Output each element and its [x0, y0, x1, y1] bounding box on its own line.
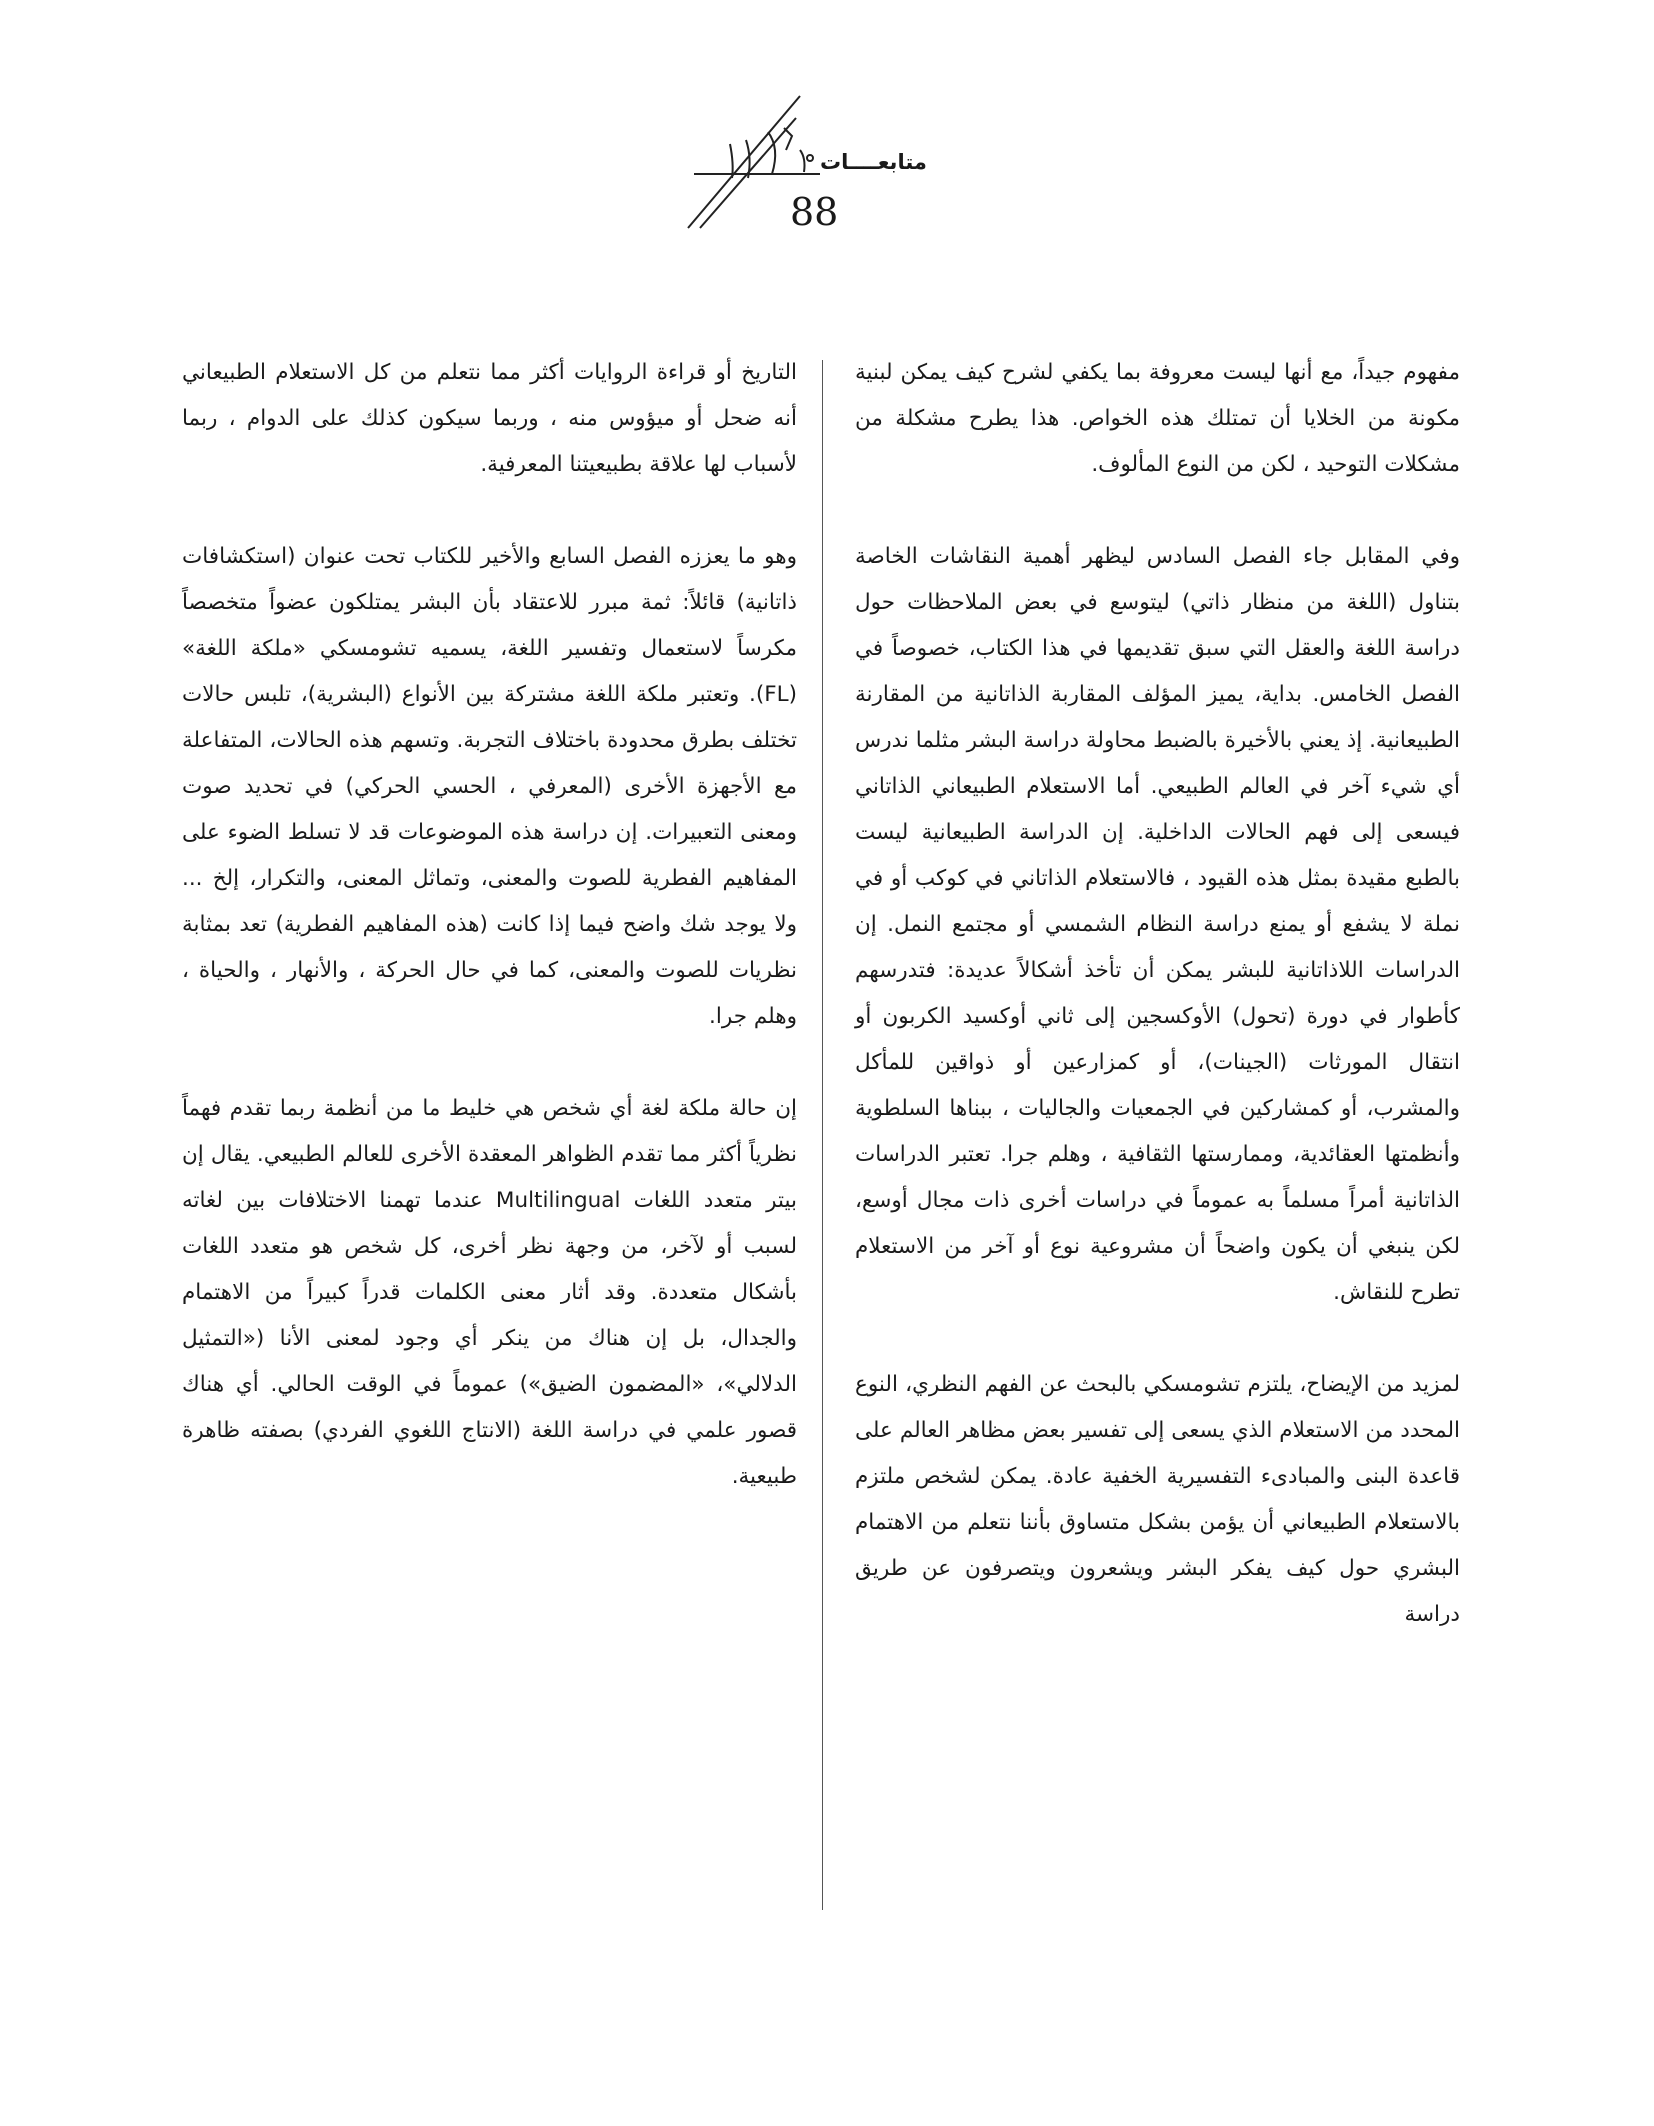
paragraph: التاريخ أو قراءة الروايات أكثر مما نتعلم من كل الاستعلام الطبيعاني أنه ضحل أو ميؤوس منه ، وربما سيكون كذلك على الدوام ، ربما لأسباب لها علاقة بطبيعيتنا المعرفية. [182, 360, 797, 477]
page-header [660, 88, 960, 238]
paragraph: وفي المقابل جاء الفصل السادس ليظهر أهمية النقاشات الخاصة بتناول (اللغة من منظار ذاتي) ليتوسع في بعض الملاحظات حول دراسة اللغة والعقل التي سبق تقديمها في هذا الكتاب، خصوصاً في الفصل الخامس. بداية، يميز المؤلف المقاربة الذاتانية من المقارنة الطبيعانية. إذ يعني بالأخيرة بالضبط محاولة دراسة البشر مثلما ندرس أي شيء آخر في العالم الطبيعي. أما الاستعلام الطبيعاني الذاتاني فيسعى إلى فهم الحالات الداخلية. إن الدراسة الطبيعانية ليست بالطبع مقيدة بمثل هذه القيود ، فالاستعلام الذاتاني في كوكب أو في نملة لا يشفع أو يمنع دراسة النظام الشمسي أو مجتمع النمل. إن الدراسات اللاذاتانية للبشر يمكن أن تأخذ أشكالاً عديدة: فتدرسهم كأطوار في دورة (تحول) الأوكسجين إلى ثاني أوكسيد الكربون أو انتقال المورثات (الجينات)، أو كمزارعين أو ذواقين للمأكل والمشرب، أو كمشاركين في الجمعيات والجاليات ، ببناها السلطوية وأنظمتها العقائدية، وممارستها الثقافية ، وهلم جرا. تعتبر الدراسات الذاتانية أمراً مسلماً به عموماً في دراسات أخرى ذات مجال أوسع، لكن ينبغي أن يكون واضحاً أن مشروعية نوع أو آخر من الاستعلام تطرح للنقاش. [855, 544, 1460, 1305]
paragraph: لمزيد من الإيضاح، يلتزم تشومسكي بالبحث عن الفهم النظري، النوع المحدد من الاستعلام الذي يسعى إلى تفسير بعض مظاهر العالم على قاعدة البنى والمبادىء التفسيرية الخفية عادة. يمكن لشخص ملتزم بالاستعلام الطبيعاني أن يؤمن بشكل متساوق بأننا نتعلم من الاهتمام البشري حول كيف يفكر البشر ويشعرون ويتصرفون عن طريق دراسة [855, 1372, 1460, 1627]
left-text-column [182, 350, 797, 1546]
column-divider [822, 360, 823, 1910]
section-label: متابعــــات [820, 150, 927, 174]
paragraph: وهو ما يعززه الفصل السابع والأخير للكتاب تحت عنوان (استكشافات ذاتانية) قائلاً: ثمة مبرر للاعتقاد بأن البشر يمتلكون عضواً متخصصاً مكرساً لاستعمال وتفسير اللغة، يسميه تشومسكي «ملكة اللغة» (FL). وتعتبر ملكة اللغة مشتركة بين الأنواع (البشرية)، تلبس حالات تختلف بطرق محدودة باختلاف التجربة. وتسهم هذه الحالات، المتفاعلة مع الأجهزة الأخرى (المعرفي ، الحسي الحركي) في تحديد صوت ومعنى التعبيرات. إن دراسة هذه الموضوعات قد لا تسلط الضوء على المفاهيم الفطرية للصوت والمعنى، وتماثل المعنى، والتكرار، إلخ ... ولا يوجد شك واضح فيما إذا كانت (هذه المفاهيم الفطرية) تعد بمثابة نظريات للصوت والمعنى، كما في حال الحركة ، والأنهار ، والحياة ، وهلم جرا. [182, 544, 797, 1029]
paragraph: إن حالة ملكة لغة أي شخص هي خليط ما من أنظمة ربما تقدم فهماً نظرياً أكثر مما تقدم الظواهر المعقدة الأخرى للعالم الطبيعي. يقال إن بيتر متعدد اللغات Multilingual عندما تهمنا الاختلافات بين لغاته لسبب أو لآخر، من وجهة نظر أخرى، كل شخص هو متعدد اللغات بأشكال متعددة. وقد أثار معنى الكلمات قدراً كبيراً من الاهتمام والجدال، بل إن هناك من ينكر أي وجود لمعنى الأنا («التمثيل الدلالي»، «المضمون الضيق») عموماً في الوقت الحالي. أي هناك قصور علمي في دراسة اللغة (الانتاج اللغوي الفردي) بصفته ظاهرة طبيعية. [182, 1096, 797, 1489]
right-text-column [855, 350, 1460, 1684]
page-number: 88 [790, 190, 839, 234]
paragraph: مفهوم جيداً، مع أنها ليست معروفة بما يكفي لشرح كيف يمكن لبنية مكونة من الخلايا أن تمتلك هذه الخواص. هذا يطرح مشكلة من مشكلات التوحيد ، لكن من النوع المألوف. [855, 360, 1460, 477]
